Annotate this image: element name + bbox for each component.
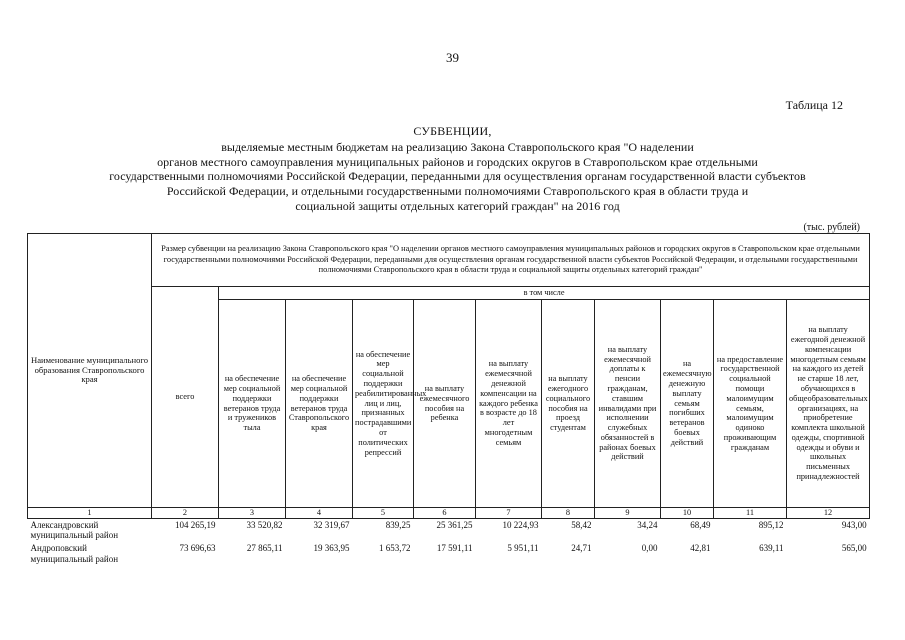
document-title: СУБВЕНЦИИ, bbox=[413, 124, 492, 138]
cell-value: 24,71 bbox=[571, 542, 592, 553]
cell-value: 0,00 bbox=[641, 542, 658, 553]
cell-value: 34,24 bbox=[637, 519, 658, 530]
cell-value: 10 224,93 bbox=[502, 519, 539, 530]
cell-value: 565,00 bbox=[841, 542, 867, 553]
cell-value: 639,11 bbox=[759, 542, 784, 553]
cell-value: 42,81 bbox=[690, 542, 711, 553]
column-number: 6 bbox=[414, 508, 476, 519]
column-header: на выплату ежегодной денежной компенсации многодетным семьям на каждого из детей не старше 18 лет, обучающихся в общеобразовательных организациях, на приобретение комплекта школьной одежды, спортивной одежды и обуви и школьных письменных принадлежностей bbox=[787, 300, 870, 508]
document-subtitle bbox=[30, 140, 885, 214]
column-number: 10 bbox=[661, 508, 714, 519]
column-header: на ежемесячную денежную выплату семьям погибших ветеранов боевых действий bbox=[661, 300, 714, 508]
column-number: 12 bbox=[787, 508, 870, 519]
cell-value: 33 520,82 bbox=[246, 519, 283, 530]
column-header: на предоставление государственной социальной помощи малоимущим семьям, малоимущим одиноко проживающим гражданам bbox=[714, 300, 787, 508]
column-number: 4 bbox=[286, 508, 353, 519]
table-row bbox=[28, 542, 870, 565]
row-name: Андроповский муниципальный район bbox=[30, 542, 119, 564]
cell-value: 25 361,25 bbox=[436, 519, 473, 530]
municipality-name-header: Наименование муниципального образования Ставропольского края bbox=[28, 234, 152, 508]
column-header: на выплату ежегодного социального пособия на проезд студентам bbox=[542, 300, 595, 508]
subtitle-line: государственными полномочиями Российской Федерации, переданными для осуществления органам государственной власти субъектов bbox=[109, 169, 806, 184]
cell-value: 73 696,63 bbox=[179, 542, 216, 553]
table-row bbox=[28, 518, 870, 542]
cell-value: 32 319,67 bbox=[313, 519, 350, 530]
cell-value: 104 265,19 bbox=[175, 519, 216, 530]
total-header: всего bbox=[152, 287, 219, 508]
column-number: 11 bbox=[714, 508, 787, 519]
column-number: 9 bbox=[595, 508, 661, 519]
subsidy-size-header: Размер субвенции на реализацию Закона Ставропольского края "О наделении органов местного самоуправления муниципальных районов и городских округов в Ставропольском крае отдельными государственными полномочиями Российской Федерации, переданными для осуществления органам государственной власти субъектов Российской Федерации, и отдельными государственными полномочиями Ставропольского края в области труда и социальной защиты отдельных категорий граждан" bbox=[152, 234, 870, 287]
cell-value: 5 951,11 bbox=[507, 542, 539, 553]
column-header: на выплату ежемесячной денежной компенсации на каждого ребенка в возрасте до 18 лет многодетным семьям bbox=[476, 300, 542, 508]
column-number: 8 bbox=[542, 508, 595, 519]
cell-value: 1 653,72 bbox=[379, 542, 411, 553]
subsidies-table bbox=[27, 233, 870, 565]
column-header: на обеспечение мер социальной поддержки ветеранов труда и тружеников тыла bbox=[219, 300, 286, 508]
cell-value: 68,49 bbox=[690, 519, 711, 530]
subtitle-line: выделяемые местным бюджетам на реализацию Закона Ставропольского края "О наделении bbox=[221, 140, 694, 154]
row-name: Александровский муниципальный район bbox=[30, 519, 119, 541]
cell-value: 17 591,11 bbox=[436, 542, 473, 553]
cell-value: 839,25 bbox=[385, 519, 411, 530]
column-header: на обеспечение мер социальной поддержки ветеранов труда Ставропольского края bbox=[286, 300, 353, 508]
table-number: Таблица 12 bbox=[785, 98, 843, 112]
column-number: 2 bbox=[152, 508, 219, 519]
subtitle-line: органов местного самоуправления муниципальных районов и городских округов в Ставропольском крае отдельными bbox=[157, 154, 758, 169]
column-header: на выплату ежемесячного пособия на ребенка bbox=[414, 300, 476, 508]
subtitle-line: Российской Федерации, и отдельными государственными полномочиями Ставропольского края в области труда и bbox=[166, 184, 749, 199]
cell-value: 19 363,95 bbox=[313, 542, 350, 553]
cell-value: 943,00 bbox=[841, 519, 867, 530]
column-number: 3 bbox=[219, 508, 286, 519]
column-number: 5 bbox=[353, 508, 414, 519]
including-header: в том числе bbox=[219, 287, 870, 300]
column-header: на выплату ежемесячной доплаты к пенсии гражданам, ставшим инвалидами при исполнении служебных обязанностей в районах боевых действий bbox=[595, 300, 661, 508]
column-header: на обеспечение мер социальной поддержки реабилитированных лиц и лиц, признанных пострадавшими от политических репрессий bbox=[353, 300, 414, 508]
units-label: (тыс. рублей) bbox=[803, 222, 860, 233]
column-number: 1 bbox=[28, 508, 152, 519]
cell-value: 58,42 bbox=[571, 519, 592, 530]
column-number: 7 bbox=[476, 508, 542, 519]
page-number: 39 bbox=[446, 50, 459, 65]
subtitle-line: социальной защиты отдельных категорий граждан" на 2016 год bbox=[295, 198, 620, 213]
cell-value: 27 865,11 bbox=[246, 542, 283, 553]
cell-value: 895,12 bbox=[758, 519, 784, 530]
